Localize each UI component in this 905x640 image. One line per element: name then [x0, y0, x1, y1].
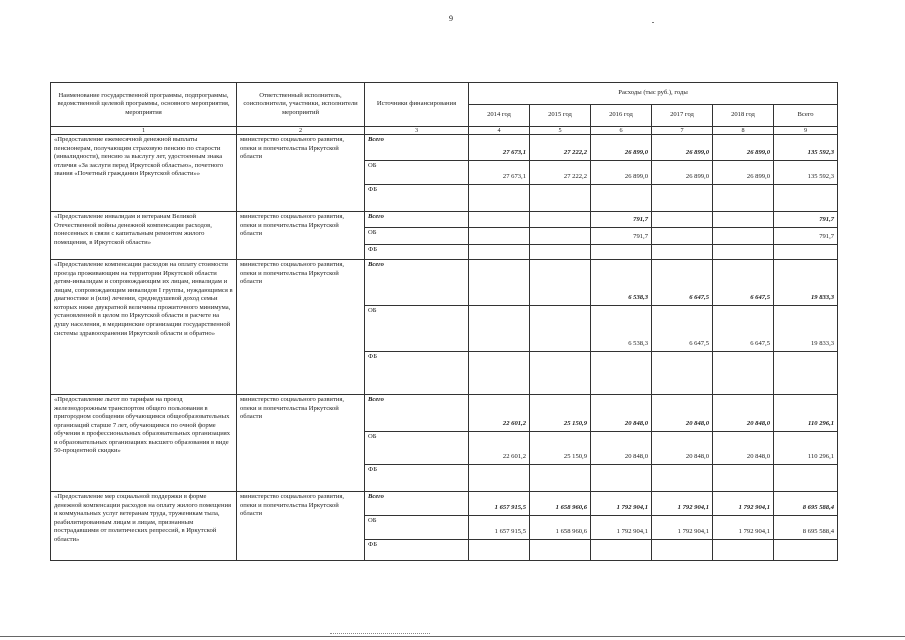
table-row — [51, 212, 838, 228]
value-cell: 27 222,2 — [530, 135, 591, 161]
value-cell — [469, 306, 530, 352]
value-cell — [713, 212, 774, 228]
col-number: 7 — [652, 127, 713, 135]
value-cell: 6 538,3 — [591, 260, 652, 306]
value-cell: 110 296,1 — [774, 432, 838, 465]
header-year-2018: 2018 год — [713, 105, 774, 127]
value-cell: 25 150,9 — [530, 432, 591, 465]
page-number: 9 — [449, 14, 453, 23]
scan-speck — [652, 22, 654, 23]
value-cell: 25 150,9 — [530, 395, 591, 432]
source-label: Всего — [365, 260, 469, 306]
executor: министерство социального развития, опеки и попечительства Иркутской области — [237, 135, 365, 212]
value-cell: 1 792 904,1 — [652, 492, 713, 516]
value-cell: 8 695 588,4 — [774, 492, 838, 516]
value-cell: 26 899,0 — [713, 135, 774, 161]
source-label: ОБ — [365, 306, 469, 352]
value-cell: 19 833,3 — [774, 260, 838, 306]
table-row — [51, 492, 838, 516]
value-cell: 791,7 — [591, 212, 652, 228]
value-cell: 27 673,1 — [469, 135, 530, 161]
budget-table — [50, 82, 838, 561]
executor: министерство социального развития, опеки и попечительства Иркутской области — [237, 492, 365, 561]
value-cell: 27 673,1 — [469, 161, 530, 185]
measure-name: «Предоставление мер социальной поддержки в форме денежной компенсации расходов на оплату жилого помещения и коммунальных услуг ветеранам труда, труженикам тыла, реабилитированным лицам и лицам, признанным пострадавшими от политических репрессий, в Иркутской области» — [51, 492, 237, 561]
value-cell: 22 601,2 — [469, 395, 530, 432]
value-cell — [469, 212, 530, 228]
value-cell: 1 792 904,1 — [652, 516, 713, 540]
value-cell: 26 899,0 — [591, 135, 652, 161]
scan-artifact — [330, 633, 430, 636]
source-label: Всего — [365, 492, 469, 516]
table-row — [51, 260, 838, 306]
value-cell — [652, 212, 713, 228]
source-label: Всего — [365, 395, 469, 432]
value-cell: 1 792 904,1 — [591, 492, 652, 516]
value-cell — [530, 260, 591, 306]
value-cell: 8 695 588,4 — [774, 516, 838, 540]
value-cell: 6 538,3 — [591, 306, 652, 352]
source-label: ФБ — [365, 465, 469, 492]
value-cell: 20 848,0 — [652, 432, 713, 465]
header-year-2017: 2017 год — [652, 105, 713, 127]
header-year-2015: 2015 год — [530, 105, 591, 127]
value-cell: 20 848,0 — [652, 395, 713, 432]
value-cell: 1 658 960,6 — [530, 516, 591, 540]
value-cell: 1 657 915,5 — [469, 516, 530, 540]
table-row — [51, 135, 838, 161]
value-cell: 27 222,2 — [530, 161, 591, 185]
source-label: Всего — [365, 212, 469, 228]
col-number: 8 — [713, 127, 774, 135]
value-cell — [469, 260, 530, 306]
col-number: 6 — [591, 127, 652, 135]
value-cell: 1 792 904,1 — [713, 492, 774, 516]
value-cell — [652, 228, 713, 245]
source-label: ОБ — [365, 516, 469, 540]
value-cell: 1 658 960,6 — [530, 492, 591, 516]
value-cell: 1 792 904,1 — [591, 516, 652, 540]
value-cell — [713, 228, 774, 245]
value-cell: 26 899,0 — [591, 161, 652, 185]
source-label: ФБ — [365, 185, 469, 212]
value-cell — [530, 306, 591, 352]
value-cell: 6 647,5 — [652, 306, 713, 352]
source-label: ФБ — [365, 540, 469, 561]
value-cell: 19 833,3 — [774, 306, 838, 352]
measure-name: «Предоставление компенсации расходов на оплату стоимости проезда проживающим на территории Иркутской области детям-инвалидам и сопровождающим их лицам, инвалидам и лицам, сопровождающим инвалидов I группы, нуждающимся в диагностике и (или) лечении, среднедушевой доход семьи которых ниже двукратной величины прожиточного минимума, установленной в целом по Иркутской области в расчете на душу населения, в медицинские организации государственной системы здравоохранения Иркутской области и обратно» — [51, 260, 237, 395]
value-cell: 20 848,0 — [713, 432, 774, 465]
value-cell: 1 657 915,5 — [469, 492, 530, 516]
value-cell: 22 601,2 — [469, 432, 530, 465]
value-cell: 791,7 — [774, 212, 838, 228]
value-cell: 26 899,0 — [652, 135, 713, 161]
source-label: ФБ — [365, 245, 469, 260]
value-cell — [469, 228, 530, 245]
value-cell: 20 848,0 — [713, 395, 774, 432]
header-source: Источники финансирования — [365, 83, 469, 127]
value-cell: 135 592,3 — [774, 135, 838, 161]
header-year-2016: 2016 год — [591, 105, 652, 127]
table-row — [51, 395, 838, 432]
col-number: 1 — [51, 127, 237, 135]
value-cell: 26 899,0 — [713, 161, 774, 185]
source-label: ОБ — [365, 432, 469, 465]
measure-name: «Предоставление ежемесячной денежной выплаты пенсионерам, получающим страховую пенсию по старости (инвалидности), пенсию за выслугу лет, удостоенным знака отличия «За заслуги перед Иркутской областью», почетного звания «Почетный гражданин Иркутской области»» — [51, 135, 237, 212]
value-cell: 26 899,0 — [652, 161, 713, 185]
value-cell: 791,7 — [591, 228, 652, 245]
value-cell: 6 647,5 — [713, 260, 774, 306]
value-cell: 135 592,3 — [774, 161, 838, 185]
value-cell: 20 848,0 — [591, 432, 652, 465]
col-number: 2 — [237, 127, 365, 135]
header-name: Наименование государственной программы, подпрограммы, ведомственной целевой программы, основного мероприятия, мероприятия — [51, 83, 237, 127]
col-number: 5 — [530, 127, 591, 135]
value-cell: 20 848,0 — [591, 395, 652, 432]
header-expenses: Расходы (тыс руб.), годы — [469, 83, 838, 105]
executor: министерство социального развития, опеки и попечительства Иркутской области — [237, 260, 365, 395]
source-label: ФБ — [365, 352, 469, 395]
col-number: 3 — [365, 127, 469, 135]
value-cell: 1 792 904,1 — [713, 516, 774, 540]
col-number: 4 — [469, 127, 530, 135]
executor: министерство социального развития, опеки и попечительства Иркутской области — [237, 212, 365, 260]
value-cell: 6 647,5 — [652, 260, 713, 306]
value-cell: 791,7 — [774, 228, 838, 245]
value-cell: 110 296,1 — [774, 395, 838, 432]
scan-bottom-edge — [0, 636, 905, 637]
source-label: ОБ — [365, 161, 469, 185]
header-year-2014: 2014 год — [469, 105, 530, 127]
executor: министерство социального развития, опеки и попечительства Иркутской области — [237, 395, 365, 492]
header-executor: Ответственный исполнитель, соисполнители, участники, исполнители мероприятий — [237, 83, 365, 127]
header-total: Всего — [774, 105, 838, 127]
value-cell — [530, 212, 591, 228]
source-label: ОБ — [365, 228, 469, 245]
measure-name: «Предоставление инвалидам и ветеранам Великой Отечественной войны денежной компенсации расходов, понесенных в связи с капитальным ремонтом жилого помещения, в Иркутской области» — [51, 212, 237, 260]
measure-name: «Предоставление льгот по тарифам на проезд железнодорожным транспортом общего пользования в пригородном сообщении обучающимся общеобразовательных организаций старше 7 лет, обучающимся по очной форме обучения в профессиональных образовательных организациях и образовательных организациях высшего образования в виде 50-процентной скидки» — [51, 395, 237, 492]
value-cell: 6 647,5 — [713, 306, 774, 352]
source-label: Всего — [365, 135, 469, 161]
col-number: 9 — [774, 127, 838, 135]
value-cell — [530, 228, 591, 245]
